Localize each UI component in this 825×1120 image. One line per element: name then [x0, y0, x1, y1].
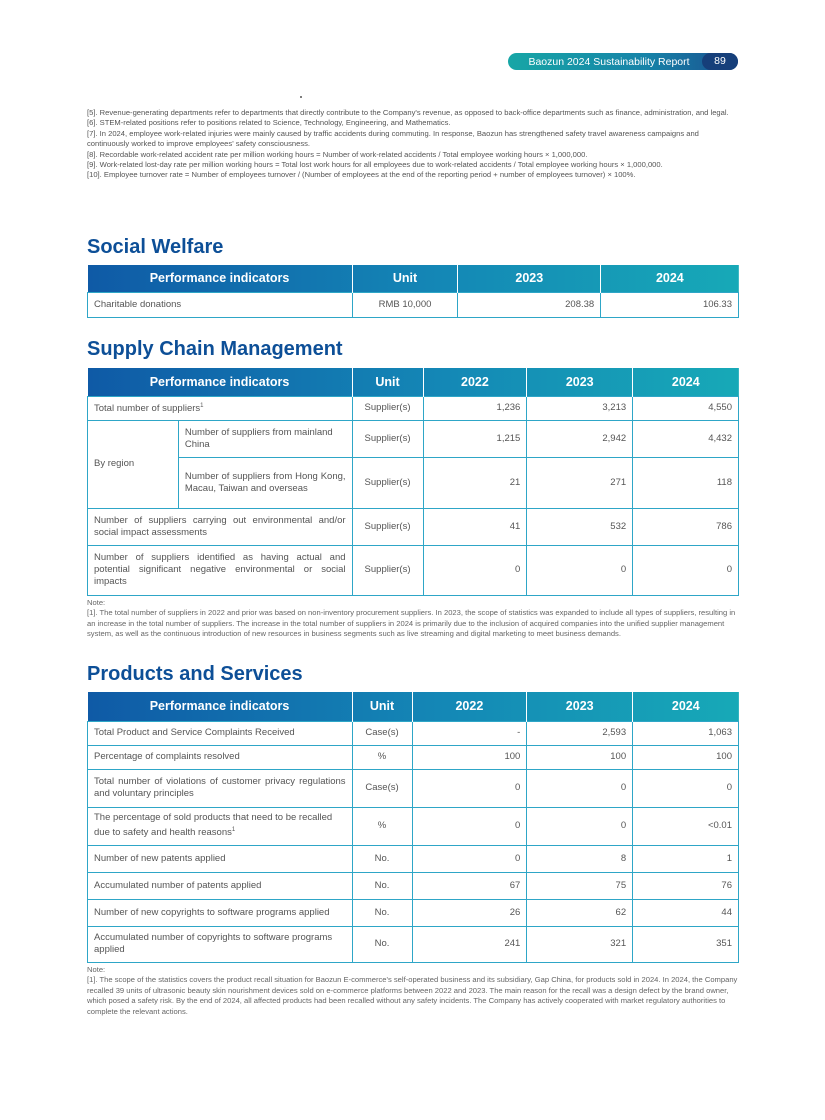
footnote: [9]. Work-related lost-day rate per million working hours = Total lost work hours for all employees due to work-related accidents / Total employee working hours × 1,000,000. — [87, 160, 663, 170]
footnote: [8]. Recordable work-related accident rate per million working hours = Number of work-related accidents / Total employee working hours × 1,000,000. — [87, 149, 588, 159]
value-cell: 100 — [633, 745, 739, 769]
indicator-cell: Total number of violations of customer privacy regulations and voluntary principles — [88, 769, 353, 807]
value-cell: 21 — [423, 457, 527, 508]
table-row — [88, 292, 739, 317]
value-cell: 100 — [527, 745, 633, 769]
table-row — [88, 457, 739, 508]
value-cell: 1,236 — [423, 396, 527, 420]
report-header — [508, 53, 738, 70]
unit-cell: RMB 10,000 — [352, 292, 458, 317]
value-cell: 44 — [633, 899, 739, 926]
col-header: 2024 — [633, 692, 739, 721]
indicator-cell — [88, 807, 353, 845]
note-label: Note: — [87, 598, 106, 607]
stray-dot — [300, 96, 302, 98]
indicator-cell: Number of suppliers carrying out environmental and/or social impact assessments — [88, 508, 353, 545]
unit-cell: Supplier(s) — [352, 420, 423, 457]
value-cell: 321 — [527, 926, 633, 962]
value-cell: 786 — [633, 508, 739, 545]
value-cell: 1 — [633, 845, 739, 872]
value-cell: 0 — [633, 769, 739, 807]
indicator-text: Total number of suppliers — [94, 403, 201, 415]
footnote: [5]. Revenue-generating departments refer to departments that directly contribute to the Company's revenue, as opposed to back-office departments such as finance, administration, and legal. — [87, 108, 729, 117]
table-header-row — [88, 692, 739, 721]
value-cell: 67 — [412, 872, 527, 899]
col-header: 2023 — [527, 692, 633, 721]
unit-cell: % — [352, 745, 412, 769]
value-cell: 241 — [412, 926, 527, 962]
value-cell: 0 — [412, 769, 527, 807]
table-row — [88, 899, 739, 926]
unit-cell: No. — [352, 926, 412, 962]
value-cell: 0 — [412, 845, 527, 872]
note-label: Note: — [87, 965, 106, 974]
col-header: 2023 — [458, 265, 601, 292]
value-cell: 2,593 — [527, 721, 633, 745]
unit-cell: % — [352, 807, 412, 845]
value-cell: 0 — [527, 807, 633, 845]
col-header: 2022 — [423, 368, 527, 396]
indicator-cell: Number of suppliers from mainland China — [178, 420, 352, 457]
table-row — [88, 745, 739, 769]
col-header: 2023 — [527, 368, 633, 396]
indicator-cell: Number of suppliers from Hong Kong, Macau, Taiwan and overseas — [178, 457, 352, 508]
value-cell: 106.33 — [601, 292, 739, 317]
value-cell: 76 — [633, 872, 739, 899]
value-cell: 271 — [527, 457, 633, 508]
section-title-supply-chain: Supply Chain Management — [87, 338, 343, 360]
supply-chain-note — [87, 598, 739, 640]
value-cell: 208.38 — [458, 292, 601, 317]
value-cell: 8 — [527, 845, 633, 872]
col-header: Unit — [352, 265, 458, 292]
indicator-cell: Accumulated number of patents applied — [88, 872, 353, 899]
table-header-row — [88, 368, 739, 396]
report-title: Baozun 2024 Sustainability Report — [528, 55, 690, 68]
table-row — [88, 845, 739, 872]
table-row — [88, 926, 739, 962]
col-header: Performance indicators — [88, 368, 353, 396]
products-note — [87, 965, 739, 1017]
value-cell: 118 — [633, 457, 739, 508]
footnote: [7]. In 2024, employee work-related injuries were mainly caused by traffic accidents during commuting. In response, Baozun has strengthened safety travel awareness campaigns and continuously worked to improve employees' safety consciousness. — [87, 128, 699, 149]
value-cell: 1,215 — [423, 420, 527, 457]
value-cell: 1,063 — [633, 721, 739, 745]
unit-cell: Supplier(s) — [352, 396, 423, 420]
col-header: Unit — [352, 368, 423, 396]
unit-cell: No. — [352, 899, 412, 926]
by-region-cell: By region — [88, 420, 179, 508]
footnote-marker: 1 — [200, 403, 204, 410]
unit-cell: Supplier(s) — [352, 457, 423, 508]
col-header: 2024 — [601, 265, 739, 292]
value-cell: 26 — [412, 899, 527, 926]
footnote-marker: 1 — [231, 827, 236, 834]
section-title-social-welfare: Social Welfare — [87, 236, 224, 258]
value-cell: <0.01 — [633, 807, 739, 845]
table-row — [88, 872, 739, 899]
products-table — [87, 692, 739, 963]
indicator-cell: Accumulated number of copyrights to software programs applied — [88, 926, 353, 962]
footnote: [10]. Employee turnover rate = Number of employees turnover / (Number of employees at the end of the reporting period + number of employees turnover) × 100%. — [87, 170, 636, 180]
value-cell: 351 — [633, 926, 739, 962]
table-row — [88, 807, 739, 845]
indicator-cell: Total Product and Service Complaints Received — [88, 721, 353, 745]
value-cell: - — [412, 721, 527, 745]
supply-chain-table — [87, 368, 739, 596]
section-title-products: Products and Services — [87, 663, 303, 685]
value-cell: 0 — [412, 807, 527, 845]
table-row — [88, 420, 739, 457]
col-header: 2022 — [412, 692, 527, 721]
unit-cell: Case(s) — [352, 721, 412, 745]
value-cell: 532 — [527, 508, 633, 545]
footnote: [6]. STEM-related positions refer to positions related to Science, Technology, Engineering, and Mathematics. — [87, 118, 451, 128]
value-cell: 41 — [423, 508, 527, 545]
indicator-cell: Number of suppliers identified as having actual and potential significant negative environmental or social impacts — [88, 545, 353, 595]
social-welfare-table — [87, 265, 739, 318]
unit-cell: No. — [352, 872, 412, 899]
indicator-text: The percentage of sold products that need to be recalled due to safety and health reasons — [94, 812, 333, 839]
table-row — [88, 396, 739, 420]
footnotes — [87, 108, 739, 181]
table-row — [88, 721, 739, 745]
page-number: 89 — [702, 53, 738, 70]
col-header: Performance indicators — [88, 265, 353, 292]
value-cell: 62 — [527, 899, 633, 926]
value-cell: 4,550 — [633, 396, 739, 420]
table-header-row — [88, 265, 739, 292]
col-header: 2024 — [633, 368, 739, 396]
table-row — [88, 769, 739, 807]
unit-cell: Supplier(s) — [352, 508, 423, 545]
indicator-cell — [88, 396, 353, 420]
value-cell: 0 — [527, 545, 633, 595]
value-cell: 0 — [423, 545, 527, 595]
note-text: [1]. The scope of the statistics covers the product recall situation for Baozun E-commerce's self-operated business and its subsidiary, Gap China, for products sold in 2024. In 2024, the Company recalled 39 units of ultrasonic beauty skin nourishment devices sold on e-commerce platforms between 2022 and 2023. The main reason for the recall was a design defect by the brand owner, which posed a safety risk. By the end of 2024, all affected products had been recalled without any safety incidents. The Company has actively cooperated with market regulatory authorities to complete the relevant actions. — [87, 975, 738, 1016]
value-cell: 0 — [633, 545, 739, 595]
note-text: [1]. The total number of suppliers in 2022 and prior was based on non-inventory procurement suppliers. In 2023, the scope of statistics was expanded to include all types of suppliers, resulting in an increase in the total number of suppliers. The increase in the total number of suppliers in 2024 is primarily due to the inclusion of acquired companies into the unified supplier management system, as well as the continuous introduction of new resources in business segments such as live streaming and digital marketing to meet business demands. — [87, 608, 736, 639]
value-cell: 3,213 — [527, 396, 633, 420]
value-cell: 0 — [527, 769, 633, 807]
value-cell: 2,942 — [527, 420, 633, 457]
unit-cell: Case(s) — [352, 769, 412, 807]
col-header: Unit — [352, 692, 412, 721]
value-cell: 75 — [527, 872, 633, 899]
unit-cell: No. — [352, 845, 412, 872]
unit-cell: Supplier(s) — [352, 545, 423, 595]
indicator-cell: Percentage of complaints resolved — [88, 745, 353, 769]
indicator-cell: Number of new patents applied — [88, 845, 353, 872]
value-cell: 4,432 — [633, 420, 739, 457]
indicator-cell: Charitable donations — [88, 292, 353, 317]
indicator-cell: Number of new copyrights to software programs applied — [88, 899, 353, 926]
value-cell: 100 — [412, 745, 527, 769]
table-row — [88, 545, 739, 595]
table-row — [88, 508, 739, 545]
col-header: Performance indicators — [88, 692, 353, 721]
